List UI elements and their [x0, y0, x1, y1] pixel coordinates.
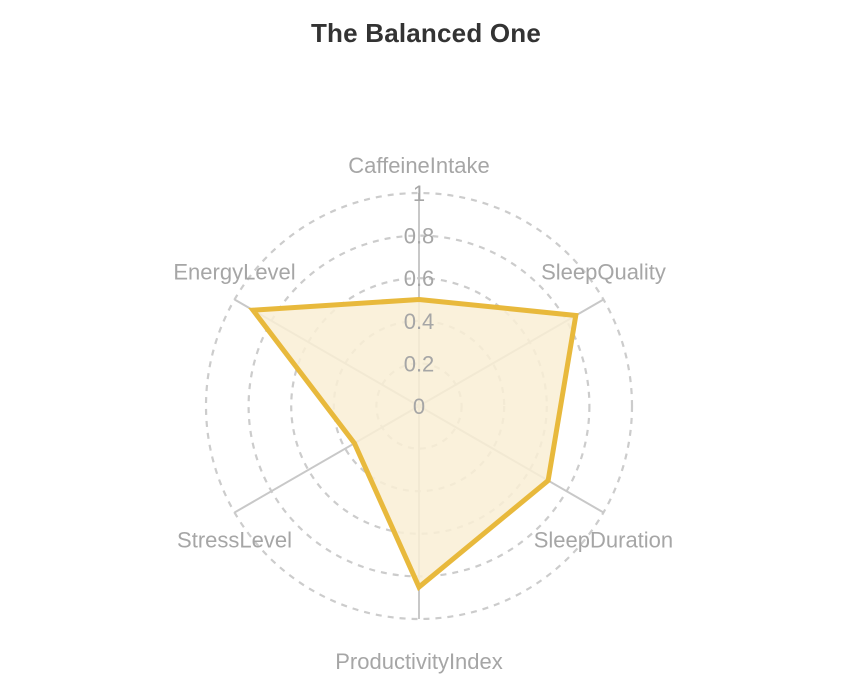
tick-label: 0.6 — [403, 266, 435, 292]
tick-label: 1 — [412, 181, 426, 206]
tick-label: 0.2 — [403, 351, 435, 377]
axis-label-energylevel: EnergyLevel — [173, 259, 296, 285]
data-series-area — [253, 300, 576, 588]
tick-label: 0.4 — [403, 308, 435, 334]
axis-label-stresslevel: StressLevel — [177, 527, 293, 553]
axis-label-caffeineintake: CaffeineIntake — [348, 153, 490, 178]
axis-label-sleepquality: SleepQuality — [541, 259, 666, 285]
axis-label-productivityindex: ProductivityIndex — [335, 649, 503, 674]
tick-label: 0 — [412, 394, 426, 419]
tick-label: 0.8 — [403, 223, 435, 249]
chart-title: The Balanced One — [310, 18, 542, 48]
axis-label-sleepduration: SleepDuration — [533, 527, 674, 553]
